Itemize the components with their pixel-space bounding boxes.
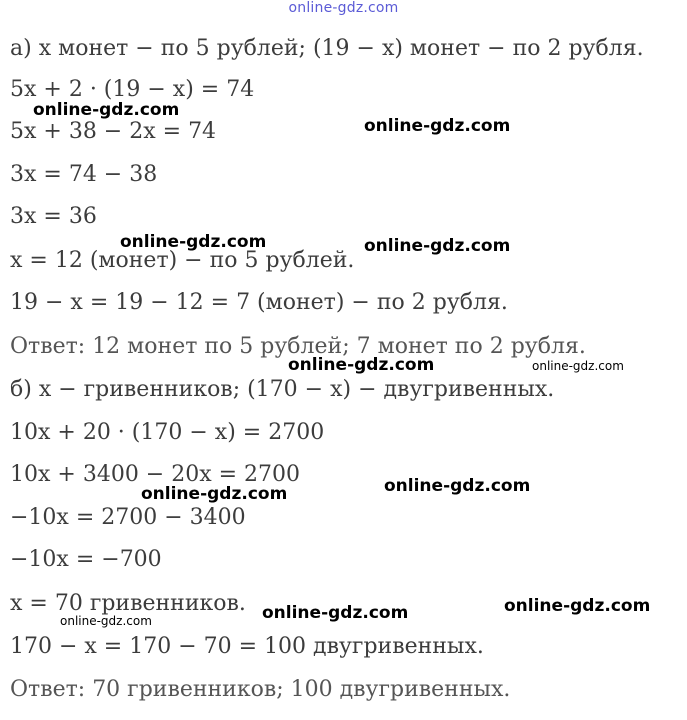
part-b-statement: б) x − гривенников; (170 − x) − двугривенных. bbox=[10, 377, 555, 402]
watermark-text: online-gdz.com bbox=[288, 355, 435, 375]
part-b-step: −10x = 2700 − 3400 bbox=[10, 505, 246, 530]
part-a-result: 19 − x = 19 − 12 = 7 (монет) − по 2 рубля. bbox=[10, 290, 508, 315]
part-b-result: 170 − x = 170 − 70 = 100 двугривенных. bbox=[10, 634, 484, 659]
watermark-text: online-gdz.com bbox=[364, 116, 511, 136]
part-a-answer: Ответ: 12 монет по 5 рублей; 7 монет по 2 рубля. bbox=[10, 334, 586, 359]
part-a-step: 3x = 74 − 38 bbox=[10, 162, 158, 187]
watermark-text: online-gdz.com bbox=[33, 100, 180, 120]
watermark-text: online-gdz.com bbox=[384, 476, 531, 496]
watermark-text: online-gdz.com bbox=[141, 484, 288, 504]
part-b-answer: Ответ: 70 гривенников; 100 двугривенных. bbox=[10, 677, 511, 702]
part-a-statement: а) x монет − по 5 рублей; (19 − x) монет − по 2 рубля. bbox=[10, 36, 644, 61]
part-a-step: 3x = 36 bbox=[10, 204, 97, 229]
watermark-text: online-gdz.com bbox=[364, 236, 511, 256]
part-a-equation: 5x + 2 · (19 − x) = 74 bbox=[10, 77, 255, 102]
part-b-step: −10x = −700 bbox=[10, 547, 162, 572]
part-b-result: x = 70 гривенников. bbox=[10, 591, 246, 616]
watermark-text: online-gdz.com bbox=[60, 614, 152, 628]
part-b-step: 10x + 3400 − 20x = 2700 bbox=[10, 462, 301, 487]
header-watermark: online-gdz.com bbox=[288, 0, 399, 16]
watermark-text: online-gdz.com bbox=[120, 232, 267, 252]
part-a-result: x = 12 (монет) − по 5 рублей. bbox=[10, 248, 355, 273]
watermark-text: online-gdz.com bbox=[532, 359, 624, 373]
watermark-text: online-gdz.com bbox=[504, 596, 651, 616]
part-b-equation: 10x + 20 · (170 − x) = 2700 bbox=[10, 420, 325, 445]
part-a-step: 5x + 38 − 2x = 74 bbox=[10, 119, 217, 144]
watermark-text: online-gdz.com bbox=[262, 603, 409, 623]
